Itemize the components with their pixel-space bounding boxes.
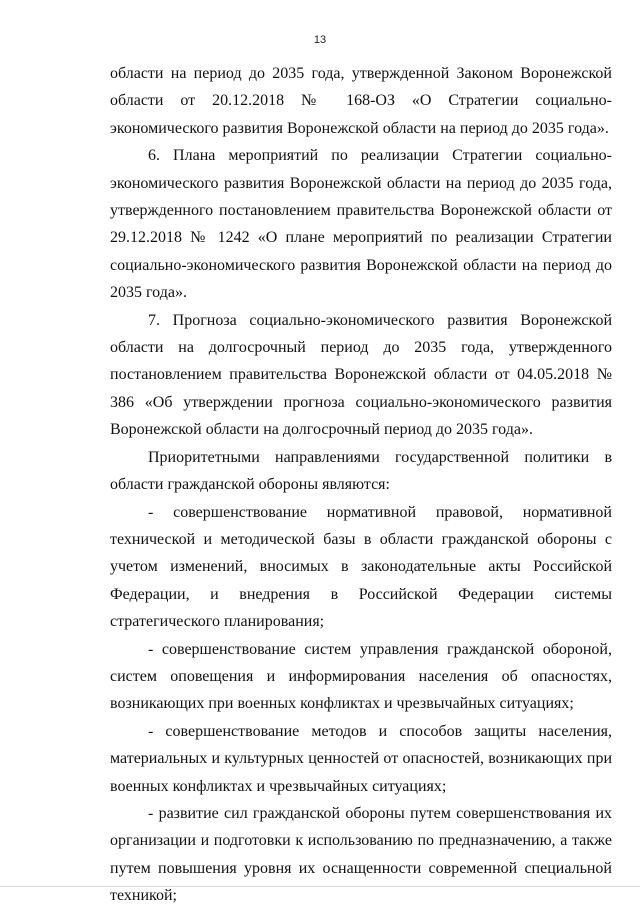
paragraph-strategy-continuation: области на период до 2035 года, утвержденной Законом Воронежской области от 20.12.2018 № 168-ОЗ «О Стратегии социально-экономического развития Воронежской области на период до 2035 года». <box>110 65 612 137</box>
list-item-regulatory-base: - совершенствование нормативной правовой, нормативной технической и методической базы в области гражданской обороны с учетом изменений, вносимых в законодательные акты Российской Федерации, и внедрения в Российской Федерации системы стратегического планирования; <box>110 503 612 631</box>
paragraph-priorities-intro: Приоритетными направлениями государственной политики в области гражданской обороны являются: <box>110 448 612 494</box>
bottom-divider <box>0 886 640 887</box>
list-item-forces-development: - развитие сил гражданской обороны путем совершенствования их организации и подготовки к использованию по предназначению, а также путем повышения уровня их оснащенности современной специальной техникой; <box>110 804 612 905</box>
document-body <box>110 60 612 910</box>
page-number: 13 <box>313 34 327 46</box>
paragraph-item-7: 7. Прогноза социально-экономического развития Воронежской области на долгосрочный период до 2035 года, утвержденного постановлением правительства Воронежской области от 04.05.2018 № 386 «Об утверждении прогноза социально-экономического развития Воронежской области на долгосрочный период до 2035 года». <box>110 311 612 439</box>
paragraph-item-6: 6. Плана мероприятий по реализации Стратегии социально-экономического развития Воронежской области на период до 2035 года, утвержденного постановлением правительства Воронежской области от 29.12.2018 № 1242 «О плане мероприятий по реализации Стратегии социально-экономического развития Воронежской области на период до 2035 года». <box>110 147 612 302</box>
list-item-protection-methods: - совершенствование методов и способов защиты населения, материальных и культурных ценностей от опасностей, возникающих при военных конфликтах и чрезвычайных ситуациях; <box>110 722 612 795</box>
list-item-management-systems: - совершенствование систем управления гражданской обороной, систем оповещения и информирования населения об опасностях, возникающих при военных конфликтах и чрезвычайных ситуациях; <box>110 640 612 713</box>
